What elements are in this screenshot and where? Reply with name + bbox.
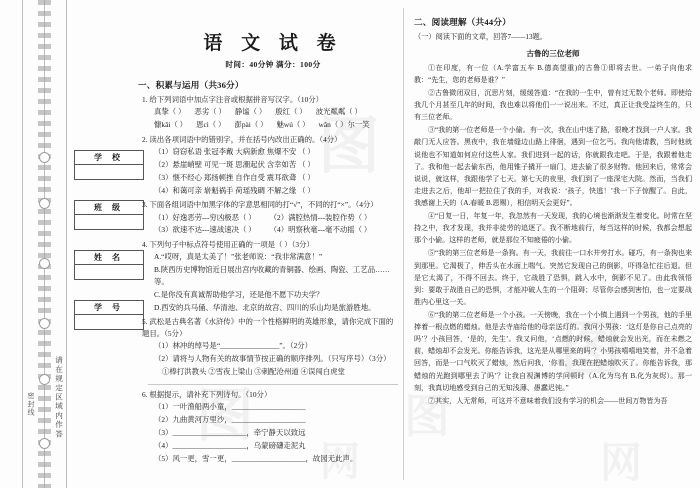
pinyin-item[interactable]: 恩cì（ ）	[196, 120, 226, 130]
question-3-pair[interactable]: （4）明察秋毫---毫不动摇（ ）	[269, 225, 372, 235]
reading-instruction: （一）阅读下面的文章，回答7——13题。	[414, 33, 547, 41]
punch-hole-icon	[39, 438, 50, 449]
question-6-stem: 6. 根据提示，请补充下列诗句。（10分）	[142, 389, 272, 399]
question-6-line[interactable]: （2）九曲黄河万里沙，____________________	[154, 415, 306, 425]
question-3-row-1	[154, 212, 398, 225]
exam-meta: 时间：40分钟 满分：100分	[225, 60, 321, 69]
seal-vertical-text-secondary: 密封线	[27, 392, 35, 417]
info-box-field[interactable]	[75, 315, 143, 329]
question-2-item[interactable]: （2）悬崖峭壁 可见一斑 思潮起伏 含幸如苦 （ ）	[154, 160, 315, 170]
info-box-field[interactable]	[75, 265, 143, 279]
passage-paragraph: ②古鲁微闭双目，沉思片刻，缓缓答道：“在我的一生中，曾有过无数个老师。即使给我几个月甚至几年的时间，我也难以将他们一一说出来。不过，真正让我受益终生的，只有三位老师。	[414, 89, 692, 122]
info-box-field[interactable]	[75, 165, 143, 179]
watermark	[600, 430, 642, 490]
question-5-sub-1[interactable]: （1）林冲的绰号是“________________”。（2分）	[154, 340, 313, 350]
punch-hole-icon	[39, 152, 50, 163]
info-box-class[interactable]	[74, 200, 144, 230]
section-heading-two: 二、阅读理解（共44分）	[414, 17, 511, 27]
passage-paragraph: ①在印度，有一位（A.学富五车 B.德高望重)的古鲁①即将去世。一弟子向他求教：“先生，您的老师是谁？”	[414, 63, 692, 84]
rule-line	[66, 0, 67, 488]
pinyin-item[interactable]: 殷红（ ）	[275, 107, 307, 117]
passage-paragraph: ⑤“我的第三位老师是一条狗。有一天，我前往一口水井旁打水。碰巧，有一条狗也来到那里。它渴极了，伸舌头在水面上喘气。突然它发现自己的倒影，吓得急忙往后退。但是它太渴了，不得不回去。终于，它战胜了恐惧，跳入水中，倒影不见了。由此我领悟到：要敢于战胜自己的恐惧，才能冲破人生的一个阻碍；尽管你会感到害怕，也一定要战胜内心里这一关。	[414, 249, 692, 306]
passage-title: 古鲁的三位老师	[526, 48, 580, 58]
question-6-line[interactable]: （3）____________________，牵宁静天以致远	[154, 428, 306, 438]
left-column	[138, 14, 398, 466]
pinyin-item[interactable]: 波光粼粼（ ）	[315, 107, 362, 117]
right-column	[414, 16, 692, 408]
passage-paragraph: ③“我的第一位老师是一个小偷。有一次，我在山中迷了路，很晚才找到一户人家。我敲门无人应答。黑夜中，我在墙缝边山路上徘徊，遇到一位乞丐。我向他请教，当时他就说他也不知道如何应付这些人家。我们进到一起的话，你就跟我走吧。于是，我跟着他走了。我和他一起去偷东西，他用锥子撬开一扇门，进去偷了很多财物。他回来后，常常会说说，就这样，我跟他学了七天。第七天的夜里，我们到了一座深宅大院。然而，当我们走进去之后，他却一把拉住了我的手，对我说：‘孩子，快逃！’我一下子惊醒了。自此，我感谢上天的（A.春暖 B.恩赐），相信明天会更好”。	[414, 126, 692, 207]
punch-hole-icon	[39, 258, 50, 269]
question-3-pair[interactable]: （2）满腔热情---装腔作势（ ）	[269, 212, 372, 222]
seal-strip	[0, 0, 124, 488]
section-heading-one: 一、积累与运用（共36分）	[138, 80, 244, 90]
question-5-stem: 5. 武松是古典名著《水浒传》中的一个性格鲜明的英雄形象，请你完成下面的题目。（5分）	[142, 317, 394, 338]
pinyin-item[interactable]: 慷kǎi（ ）	[154, 120, 188, 130]
question-3-stem: 3. 下面各组词语中加黑字体的字意思相同的打“√”，不同的打“×”。（4分）	[142, 200, 378, 210]
question-4-stem: 4. 下列句子中标点符号使用正确的一项是（ ）（3分）	[142, 239, 314, 249]
passage-paragraph: ⑦其实，人无常师，可这并不意味着我们没有学习的机会——世间万物皆为吾	[428, 396, 668, 405]
pinyin-item[interactable]: 真挚（ ）	[154, 107, 186, 117]
question-1-stem: 1. 给下列词语中加点字注音或根据拼音写汉字。（10分）	[142, 95, 324, 104]
question-6-line[interactable]: （1）一叶渔船两小童，____________________	[154, 402, 306, 412]
info-box-field[interactable]	[75, 215, 143, 229]
perforation-line	[38, 0, 51, 488]
question-6-line[interactable]: （5）风一更，雪一更，____________________，故园无此声。	[154, 454, 358, 464]
question-4-option[interactable]: C.是你没有真诚帮助他学习，还是他不愿下功夫学？	[154, 290, 324, 300]
question-6-line[interactable]: （4）____________________，乌蒙磅礴走泥丸	[154, 441, 306, 451]
question-2-item[interactable]: （4）和蔼可亲 崭魁祸手 荷瑶残碉 不解之缘 （ ）	[154, 186, 315, 196]
question-4-option[interactable]: A.“哎呀，真是太美了！”张老师说：“我非常满意！”	[154, 252, 323, 262]
question-5-sub-2: （2）请将与人物有关的故事情节按正确的顺序排列。（只写序号）（3分）	[154, 353, 391, 363]
info-box-label: 学 校	[75, 151, 143, 165]
punch-hole-icon	[39, 198, 50, 209]
passage-paragraph: ④“日复一日，年复一年，我忽然有一天发现，我的心境也渐渐发生着变化。时常在坚持之中，我才发现，我并非徒劳的追逐了。我不断地前行，每当这样的时候，我都会想起那个小偷。这样的老师，就是那位不知疲倦的小偷。	[414, 212, 692, 245]
question-2-item[interactable]: （1）窃窃私语 张冠李戴 大病新愈 焦爆不安 （ ）	[154, 147, 315, 157]
column-divider	[403, 8, 404, 480]
info-box-student-id[interactable]	[74, 300, 144, 330]
pinyin-item[interactable]: wǎn（ ）尔一笑	[318, 120, 370, 130]
info-box-school[interactable]	[74, 150, 144, 180]
question-3-pair[interactable]: （1）好逸恶劳---穷凶极恶（ ）	[154, 212, 256, 222]
page-title: 语 文 试 卷	[203, 33, 343, 54]
rule-line	[22, 0, 23, 488]
divider	[148, 384, 398, 385]
pinyin-item[interactable]: 恶劣（ ）	[194, 107, 226, 117]
question-3-pair[interactable]: （3）欲速不达---速战速决（ ）	[154, 225, 256, 235]
question-2-item[interactable]: （3）惬不经心 郑扬顿挫 自作自受 震耳欲聋 （ ）	[154, 173, 315, 183]
question-4-option[interactable]: D.西安的兵马俑、华清池、北京的故宫、四川的乐山均是旅游胜地。	[154, 303, 376, 313]
info-box-name[interactable]	[74, 250, 144, 280]
question-3-row-2	[154, 224, 398, 237]
pinyin-item[interactable]: 魅wú（ ）	[276, 120, 310, 130]
question-2-stem: 2. 读出各项词语中的错别字，并在括号内改出正确的。（4分）	[142, 134, 342, 144]
pinyin-item[interactable]: 静谧（ ）	[234, 107, 267, 117]
info-box-label: 姓 名	[75, 251, 143, 265]
punch-hole-icon	[39, 318, 50, 329]
passage-paragraph: ⑥“我的第二位老师是一个小孩。一天傍晚，我在一个小镇上遇到一个男孩，他的手里捧着一根点燃的蜡烛。他是去寺庙给他的母亲送灯的。我问小男孩：‘这灯是你自己点亮的吗’？小孩回答，‘是的，先生’。我又问他，‘点燃的时候，蜡烛就会发出光，而在未燃之前，蜡烛却不会发光。你能告诉我，这光是从哪里来的吗’？小男孩嘻嘻地笑着，并不急着回答，而是一口气吹灭了蜡烛，然后问我，‘你看，我现在把蜡烛吹灭了。你能告诉我，那蜡烛的光跑到哪里去了吗’？让我自视渊博的学问顿时（A.化为乌有 B.化为灰烬）。那一刻，我真切地感受到自己的无知浅薄、愚蠢迟钝。”	[414, 310, 692, 392]
question-1-row-1	[154, 106, 398, 119]
question-1-row-2	[154, 119, 398, 132]
question-5-order-items[interactable]: ①棒打洪教头 ②雪夜上梁山 ③刺配沧州道 ④误闯白虎堂	[162, 366, 345, 376]
info-box-label: 班 级	[75, 201, 143, 215]
question-4-option[interactable]: B.陕西历史博物馆近日展出宫内收藏的青铜器、绘画、陶瓷、工艺品……等。	[154, 265, 390, 287]
info-box-label: 学 号	[75, 301, 143, 315]
punch-hole-icon	[39, 374, 50, 385]
seal-vertical-text: 请在规定区域内作答	[54, 356, 64, 439]
pinyin-item[interactable]: 澎pài（ ）	[234, 120, 268, 130]
